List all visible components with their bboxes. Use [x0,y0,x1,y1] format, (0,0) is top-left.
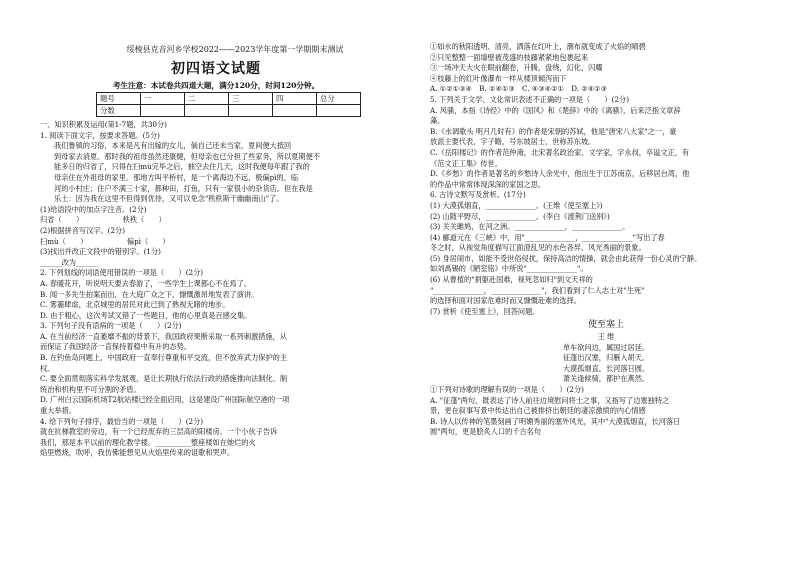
text-line: A. 风骚，本指《诗经》中的《国风》和《楚辞》中的《离骚》，后来泛指文章辞 [430,105,681,115]
exam-title: 初四语文试题 [171,61,261,77]
text-line: 能多日的归省了，只得在扫mù完毕之后，抽空去住几天，这时我便每年跟了我的 [54,162,310,172]
text-line: 3. 下列句子没有语病的一项是（ ）(2分) [40,321,182,331]
text-line: (2)根据拼音写汉字。(2分) [40,225,126,235]
text-line: 乐土：因为我在这里不但得到优待，又可以免念"秩秩斯干幽幽南山"了。 [54,194,284,204]
text-line: 重大举措。 [40,406,76,416]
score-cell: 四 [273,93,317,105]
score-table-score-row [97,105,361,117]
text-line: ②只见整整一面墙壁被茂盛的枝藤紧紧地包裹起来 [430,52,589,62]
text-line: C. 要全面贯彻落实科学发展观，是让长期执行依法行政的措施推向法制化、制 [40,374,288,384]
text-line: 5. 下列关于文学、文化常识表述不正确的一项是（ ）(2分) [430,94,630,104]
score-cell: 题号 [97,93,141,105]
text-line: (1) 大漠孤烟直，______________。(王维《使至塞上》) [430,200,603,210]
text-line: (5) 身居闹市，如能不受世俗侵扰，保持高洁的情操，就会由此获得一份心灵的宁静。 [430,253,702,263]
text-line: 归省（ ） 秩秩（ ） [40,215,166,225]
text-line: ③一场冲天大火在眼前翻卷，升腾，盘绕，幻化，闪耀 [430,63,603,73]
text-line: 圆"两句，更是脍炙人口的千古名句 [430,427,542,437]
text-line: 河的小村庄；住户不满三十家，都种田，打鱼，只有一家很小的杂货店。但在我是 [54,183,313,193]
text-line: ④枝藤上的红叶像瀑布一样从楼顶倾泻而下 [430,73,567,83]
text-line: D.《乡愁》的作者是著名的乡愁诗人余光中，他出生于江苏南京，后移居台湾，他 [430,169,690,179]
text-line: 景，更在叙事写景中传达出自己被排挤出朝廷的凄凉激愤的内心情感 [430,406,646,416]
poem-line: 萧关逢候骑，都护在燕然。 [562,374,650,384]
text-line: (7) 赏析《使至塞上》，回答问题。 [430,306,540,316]
text-line: 统治和机构里不可分割的矛盾。 [40,384,141,394]
text-line: A. 春暖花开，听说明天要去春游了，一些学生上课都心不在焉了。 [40,278,252,288]
text-line: D. 广州白云国际机场T2航站楼已经全面启用，这是建设广州国际航空港的一项 [40,395,290,405]
poem-line: 单车欲问边，属国过居延。 [562,342,650,352]
score-cell: 一 [141,93,185,105]
text-line: (1)给语段中的加点字注音。(2分) [40,204,147,214]
text-line: "______________，______________"，我们看到了仁人志士对"生死" [430,285,645,295]
text-line: 2. 下列划线的词语使用错误的一项是（ ）(2分) [40,268,204,278]
text-line: 《范文正工集》传世。 [430,158,502,168]
text-line: 扫mù（ ） 偏pì（ ） [40,236,170,246]
text-line: 焰里燃烧，吹呼，我仿佛能想见从火焰里传来的诅歌和哭声。 [40,448,235,458]
text-line: (3)找出并改正文段中的错别字。(1分) [40,247,161,257]
score-cell: 分数 [97,105,141,117]
text-line: 母亲住在外祖母的家里。那地方叫平桥村，是一个离海边不远，极偏pì的，临 [54,172,299,182]
score-input-cell [317,105,361,117]
text-line: 放派主要代表，字子瞻，号东坡居士，世称苏东坡。 [430,137,596,147]
text-line: (6) 从曹植的"捐躯赴国难，视死忽如归"到文天祥的 [430,275,593,285]
text-line: B.《水调歌头 明月几时有》的作者是宋朝的苏轼，他是"唐宋八大家"之一，豪 [430,126,677,136]
left-column [40,120,392,459]
text-line: C.《岳阳楼记》的作者范仲淹，北宋著名政治家、文学家，字永叔，卒谥文正，有 [430,147,690,157]
text-line: B. 诗人以传神的笔墨刻画了明媚秀丽的塞外风光，其中"大漠孤烟直，长河落日 [430,416,681,426]
text-line: 到母家去消夏。那时我的祖母虽然还康健，但母亲也已分担了些家务，所以夏期便不 [54,151,320,161]
text-line: 我们鲁镇的习俗，本来是凡有出嫁的女儿，倘自己还未当家，夏间便大抵回 [54,141,292,151]
text-line: A. ①②①③④ B. ②④①③ C. ④③④②① D. ②④①③ [430,84,608,94]
text-line: 4. 给下列句子排序，最恰当的一项是（ ）(2分) [40,416,204,426]
score-input-cell [185,105,229,117]
score-input-cell [273,105,317,117]
score-input-cell [229,105,273,117]
score-table [96,92,361,117]
text-line: ①如水的秋阳透明、清亮，洒落在红叶上，潮布就变成了火焰的晴碧 [430,42,646,51]
text-line: 就在抗梯教室的旁边，有一个已经废弃的三层高的阳楼房。一个小伙子告诉 [40,427,278,437]
text-line: (2) 山随平野尽，______________。(李白《渡荆门送别》) [430,211,610,221]
text-line: ______改为______ [40,257,98,267]
score-cell: 二 [185,93,229,105]
score-cell: 总分 [317,93,361,105]
poem-line: 大漠孤烟直，长河落日圆。 [562,363,650,373]
text-line: 而保证了我国经济一直保持着稳中有升的态势。 [40,342,191,352]
text-line: 我们，那是本平以前的理化教学楼。__________整座楼如在她烂的火 [40,437,256,447]
school-exam-line: 绥棱县克音河乡学校2022——2023学年度第一学期期末测试 [126,45,344,54]
text-line: 藻。 [430,116,445,126]
exam-notice: 考生注意：本试卷共四道大题，满分120分，时间120分钟。 [112,81,320,90]
poem-title: 使至塞上 [587,320,624,331]
poem-author: 王 维 [597,332,615,342]
text-line: 1. 阅读下面文字，按要求答题。(5分) [40,130,160,140]
text-line: 6. 古诗文默写及赏析。(17分) [430,190,526,200]
text-line: (4) 郦道元在《三峡》中，用"______________，______________"写出了春 [430,232,665,242]
text-line: B. 闻一多先生拍案而出，在大庭广众之下，慷慨激昂地发表了演讲。 [40,289,259,299]
right-column [430,42,782,438]
score-cell: 三 [229,93,273,105]
text-line: 的作品中常常体现深深的家国之思。 [430,179,546,189]
text-line: A. 在当前经济一直萎靡不振的背景下，我国政府果断采取一系列刺激措施，从 [40,331,287,341]
text-line: 一、知识积累及运用(第1-7题，共30分) [40,120,167,129]
text-line: C. 雾霾肆虐，北京城里的居民对此已到了熟视无睹的地步。 [40,300,230,310]
text-line: 如刘禹锡的《陋室铭》中所说"______________"。 [430,264,588,274]
text-line: 权。 [40,363,55,373]
text-line: 的选择和面对国家危难时而又慷慨赴难的选择。 [430,296,581,306]
text-line: A. "征蓬"两句，既表达了诗人前往边境慰问将士之事，又指写了边塞独特之 [430,395,670,405]
text-line: ①下列对诗歌的理解有误的一项是（ ）(2分) [430,385,584,394]
score-input-cell [141,105,185,117]
text-line: (3) 关关雎鸠，在河之洲。______________，______________。 [430,222,630,232]
text-line: B. 在钓鱼岛问题上，中国政府一直奉行尊重和平交流，但不放弃武力保护的主 [40,353,288,363]
text-line: 冬之时，从视觉角度描写江面澄乱见的水色各异、风光秀丽的景象。 [430,243,646,253]
text-line: D. 由于粗心，这次考试又错了一些题目，他的心里真是百感交集。 [40,310,252,320]
poem-line: 征蓬出汉塞，归雁入胡天。 [562,353,650,363]
score-table-header-row [97,93,361,105]
